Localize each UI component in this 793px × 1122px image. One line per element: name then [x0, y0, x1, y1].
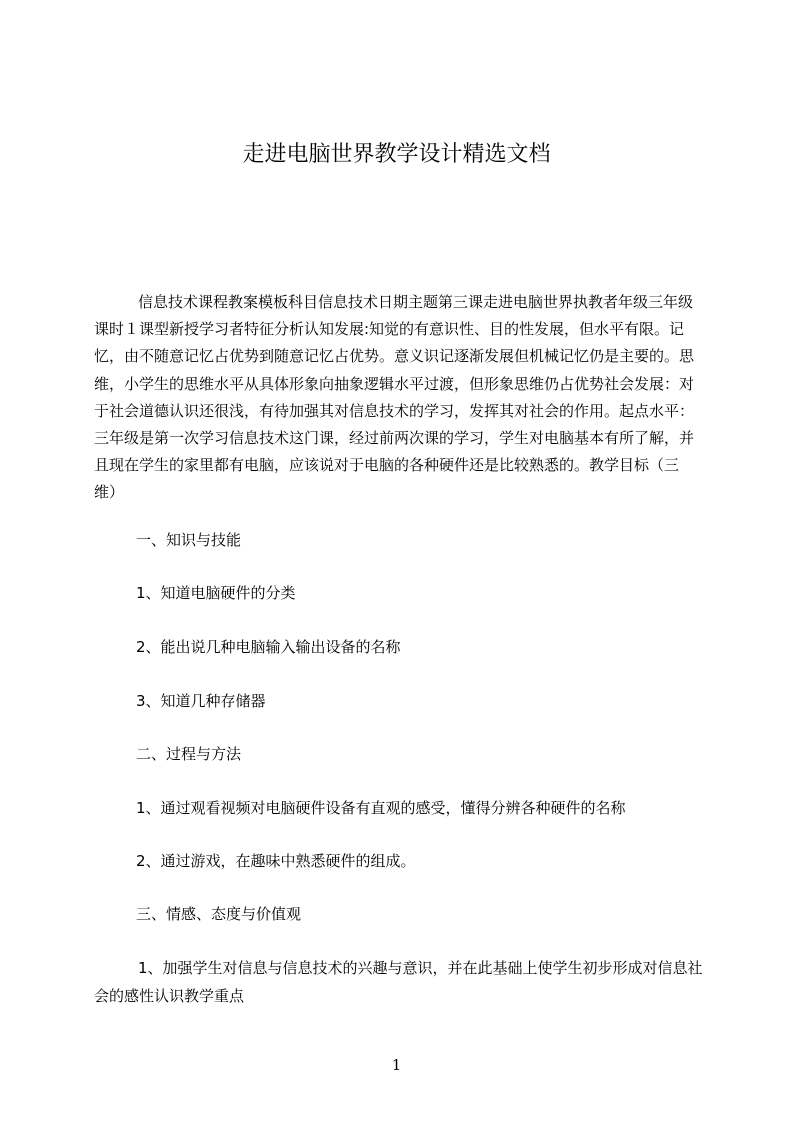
list-item-watch-video: 1、通过观看视频对电脑硬件设备有直观的感受，懂得分辨各种硬件的名称 — [136, 799, 626, 817]
section-heading-process-methods: 二、过程与方法 — [136, 745, 242, 763]
list-item-hardware-classification: 1、知道电脑硬件的分类 — [136, 584, 296, 602]
emotion-item-paragraph: 1、加强学生对信息与信息技术的兴趣与意识，并在此基础上使学生初步形成对信息社会的感性认识教学重点 — [94, 959, 703, 1005]
section-heading-emotion-values: 三、情感、态度与价值观 — [136, 905, 302, 923]
list-item-storage: 3、知道几种存储器 — [136, 692, 266, 710]
list-item-game: 2、通过游戏，在趣味中熟悉硬件的组成。 — [136, 852, 416, 870]
document-title: 走进电脑世界教学设计精选文档 — [242, 142, 551, 167]
section-heading-knowledge-skills: 一、知识与技能 — [136, 531, 242, 549]
intro-paragraph: 信息技术课程教案模板科目信息技术日期主题第三课走进电脑世界执教者年级三年级课时１课型新授学习者特征分析认知发展:知觉的有意识性、目的性发展，但水平有限。记忆，由不随意记忆占优势到随意记忆占优势。意义识记逐渐发展但机械记忆仍是主要的。思维，小学生的思维水平从具体形象向抽象逻辑水平过渡，但形象思维仍占优势社会发展：对于社会道德认识还很浅，有待加强其对信息技术的学习，发挥其对社会的作用。起点水平：三年级是第一次学习信息技术这门课，经过前两次课的学习，学生对电脑基本有所了解，并且现在学生的家里都有电脑，应该说对于电脑的各种硬件还是比较熟悉的。教学目标（三维） — [94, 293, 695, 502]
list-item-io-devices: 2、能出说几种电脑输入输出设备的名称 — [136, 638, 401, 656]
page-number: 1 — [391, 1056, 402, 1074]
